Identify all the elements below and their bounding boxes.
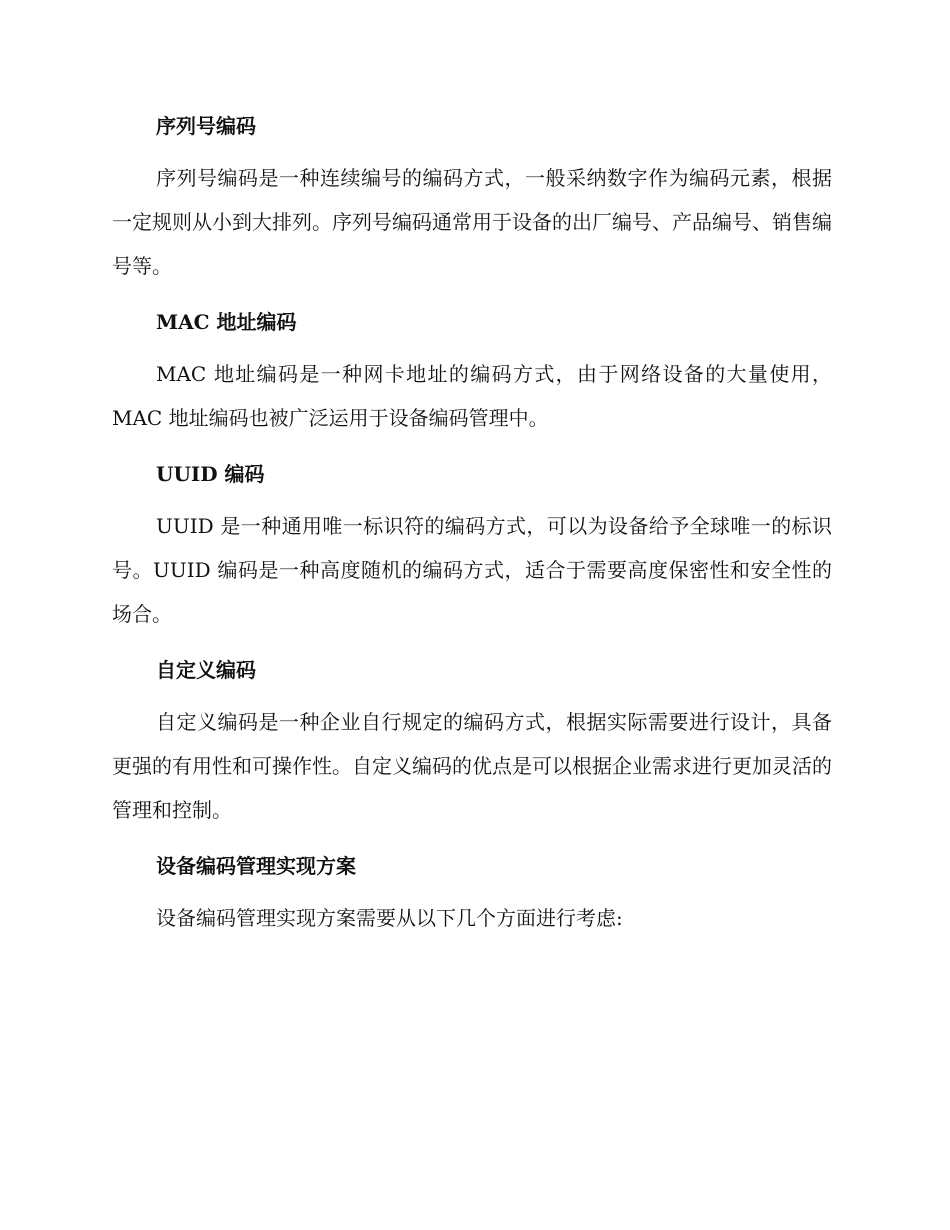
section-mac-address [112,304,832,440]
section-paragraph: UUID 是一种通用唯一标识符的编码方式，可以为设备给予全球唯一的标识号。UUID 编码是一种高度随机的编码方式，适合于需要高度保密性和安全性的场合。 [112,514,832,626]
section-heading: 自定义编码 [156,658,256,682]
section-paragraph: 序列号编码是一种连续编号的编码方式，一般采纳数字作为编码元素，根据一定规则从小到大排列。序列号编码通常用于设备的出厂编号、产品编号、销售编号等。 [112,166,832,278]
section-implementation [112,848,832,940]
section-paragraph: 设备编码管理实现方案需要从以下几个方面进行考虑: [156,906,623,930]
section-paragraph: MAC 地址编码是一种网卡地址的编码方式，由于网络设备的大量使用，MAC 地址编码也被广泛运用于设备编码管理中。 [112,362,832,430]
section-paragraph: 自定义编码是一种企业自行规定的编码方式，根据实际需要进行设计，具备更强的有用性和可操作性。自定义编码的优点是可以根据企业需求进行更加灵活的管理和控制。 [112,710,832,822]
document-page [112,108,832,956]
section-uuid [112,456,832,636]
section-heading: 序列号编码 [156,114,256,138]
section-heading: MAC 地址编码 [156,310,297,334]
section-heading: UUID 编码 [156,462,265,486]
section-serial-number [112,108,832,288]
section-heading: 设备编码管理实现方案 [156,854,356,878]
section-custom [112,652,832,832]
